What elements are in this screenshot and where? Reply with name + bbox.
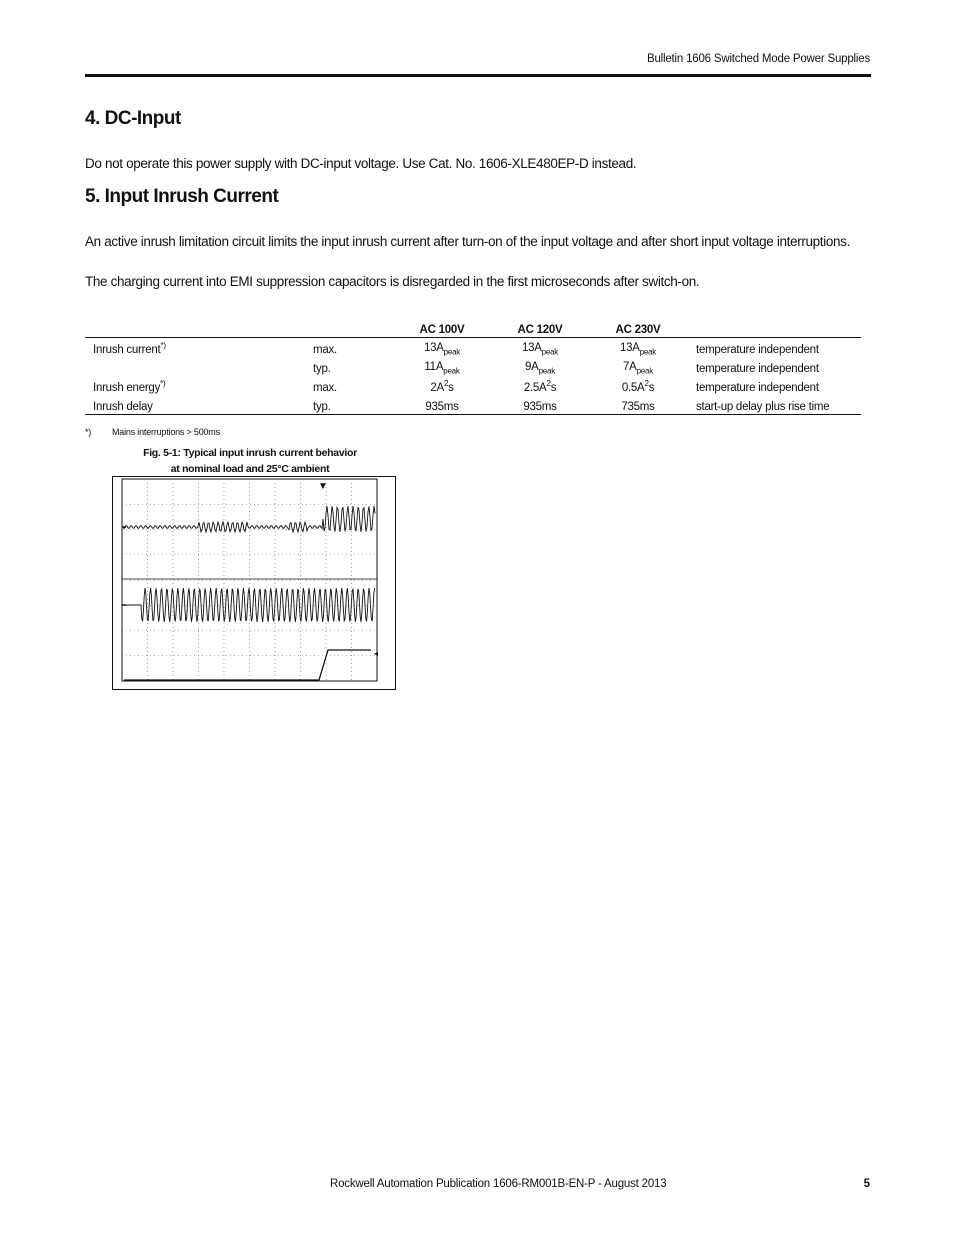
value-cell [393,338,491,358]
col-header: AC 120V [491,322,589,338]
value-unit: s [550,382,557,394]
value-unit: s [448,382,454,394]
row-note: temperature independent [696,363,819,375]
row-label [85,376,313,395]
value-main: 935ms [425,401,459,413]
value-main: 13A [521,341,542,354]
value-unit: s [648,382,655,394]
table-row [85,376,861,395]
table-row [85,357,861,376]
value-cell [491,357,589,376]
header-rule [85,74,871,77]
row-note: temperature independent [696,344,819,356]
header-blank [313,322,393,338]
row-label [85,338,313,358]
row-condition: typ. [313,395,393,415]
value-main: 13A [423,341,444,354]
value-subscript: peak [443,366,460,375]
table-row [85,395,861,415]
footnote-text: Mains interruptions > 500ms [112,427,220,437]
value-cell [393,357,491,376]
col-header: AC 100V [393,322,491,338]
header-bulletin: Bulletin 1606 Switched Mode Power Supplies [646,53,870,65]
section-5-para-1: An active inrush limitation circuit limits the input inrush current after turn-on of the input voltage and after short input voltage interruptions. [85,234,850,249]
value-subscript: peak [636,366,653,375]
value-subscript: peak [541,347,559,356]
value-main: 7A [623,360,637,373]
row-label-text: Inrush energy [93,382,161,394]
footnote-ref: *) [160,341,166,351]
footnote-ref: *) [160,379,166,389]
table-header-row [85,322,861,338]
value-cell [589,395,687,415]
value-cell [589,338,687,358]
value-cell [589,376,687,395]
header-blank [85,322,313,338]
value-superscript: 2 [546,379,551,389]
value-main: 0.5A [621,382,645,394]
value-cell [491,338,589,358]
footer-publication: Rockwell Automation Publication 1606-RM001B-EN-P - August 2013 [330,1178,667,1190]
row-condition: max. [313,344,337,356]
inrush-spec-table [85,322,861,415]
value-cell [393,395,491,415]
figure-caption [140,445,360,477]
svg-text:◂: ◂ [374,649,379,658]
value-main: 935ms [523,401,557,413]
page-number: 5 [863,1178,870,1190]
section-4-heading: 4. DC-Input [85,108,181,129]
figure-caption-line-2: at nominal load and 25°C ambient [170,463,330,475]
value-cell [491,376,589,395]
row-label-text: Inrush current [93,344,161,356]
value-main: 9A [525,360,539,373]
oscilloscope-figure [112,476,396,690]
value-subscript: peak [443,347,461,356]
oscilloscope-trace [113,477,395,689]
header-blank [687,322,861,338]
value-subscript: peak [538,366,555,375]
value-cell [491,395,589,415]
value-subscript: peak [639,347,657,356]
row-label [85,395,313,415]
row-condition: max. [313,382,337,394]
value-main: 13A [619,341,640,354]
value-superscript: 2 [443,379,449,389]
figure-caption-line-1: Fig. 5-1: Typical input inrush current behavior [143,447,357,459]
svg-text:▼: ▼ [318,481,328,492]
value-main: 2A [430,382,444,394]
row-note: temperature independent [696,382,819,394]
footnote-mark: *) [85,427,92,437]
section-4-text: Do not operate this power supply with DC-input voltage. Use Cat. No. 1606-XLE480EP-D instead. [85,156,637,171]
value-cell [393,376,491,395]
value-main: 2.5A [523,382,547,394]
value-main: 735ms [621,401,655,413]
col-header: AC 230V [589,322,687,338]
section-5-heading: 5. Input Inrush Current [85,186,279,207]
value-main: 11A [424,360,444,373]
table-row [85,338,861,358]
row-condition: typ. [313,363,331,375]
row-label-text: Inrush delay [93,401,153,413]
value-superscript: 2 [644,379,649,389]
row-label [85,357,313,376]
value-cell [589,357,687,376]
footnote [85,427,220,437]
section-5-para-2: The charging current into EMI suppression capacitors is disregarded in the first microseconds after switch-on. [85,274,700,289]
row-note: start-up delay plus rise time [687,395,861,415]
